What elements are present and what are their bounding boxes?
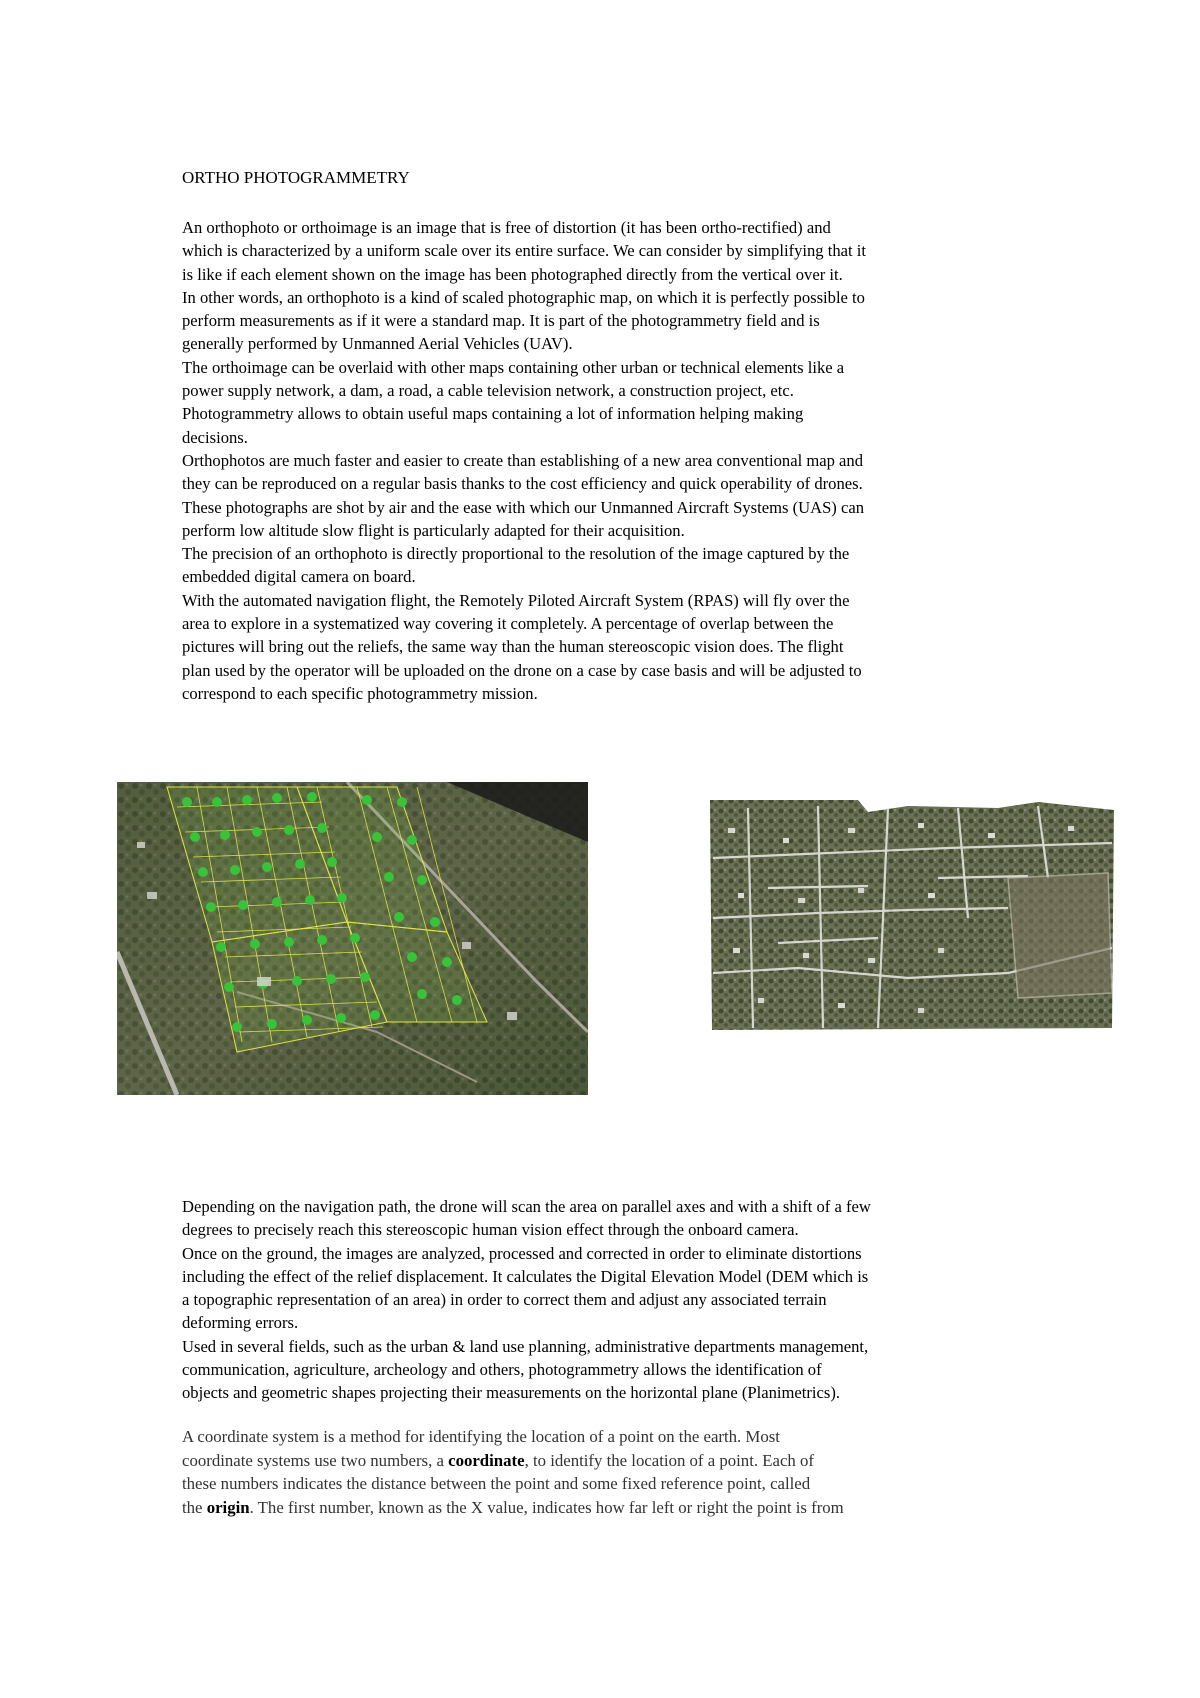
text-line: Depending on the navigation path, the drone will scan the area on parallel axes and with a shift of a few: [182, 1197, 871, 1216]
text-line: In other words, an orthophoto is a kind of scaled photographic map, on which it is perfectly possible to: [182, 287, 865, 307]
text-line: generally performed by Unmanned Aerial Vehicles (UAV).: [182, 334, 573, 354]
text-line: pictures will bring out the reliefs, the same way than the human stereoscopic vision does. The flight: [182, 637, 844, 657]
text-line: These photographs are shot by air and the ease with which our Unmanned Aircraft Systems (UAS) can: [182, 497, 865, 517]
text-line: The orthoimage can be overlaid with other maps containing other urban or technical elements like a: [182, 357, 845, 377]
text-line: including the effect of the relief displacement. It calculates the Digital Elevation Model (DEM which is: [182, 1266, 869, 1286]
origin-term: origin: [206, 1497, 250, 1517]
text-line: perform low altitude slow flight is particularly adapted for their acquisition.: [182, 520, 685, 540]
text-line: Orthophotos are much faster and easier to create than establishing of a new area conventional map and: [182, 450, 864, 470]
text-line: Photogrammetry allows to obtain useful maps containing a lot of information helping making: [182, 404, 804, 424]
coordinate-term: coordinate: [448, 1450, 525, 1470]
text-line: With the automated navigation flight, the Remotely Piloted Aircraft System (RPAS) will fly over the: [182, 590, 850, 610]
coordinate-system-paragraph: [182, 1425, 1032, 1519]
page-title: ORTHO PHOTOGRAMMETRY: [182, 168, 410, 187]
orthophoto-mosaic-image: [708, 798, 1116, 1031]
text-line: Once on the ground, the images are analyzed, processed and corrected in order to eliminate distortions: [182, 1243, 862, 1263]
text-line: degrees to precisely reach this stereoscopic human vision effect through the onboard camera.: [182, 1220, 799, 1240]
text-line: coordinate systems use two numbers, a coordinate, to identify the location of a point. Each of: [182, 1450, 814, 1470]
text-line: correspond to each specific photogrammetry mission.: [182, 683, 538, 703]
text-line: A coordinate system is a method for identifying the location of a point on the earth. Most: [182, 1427, 780, 1446]
text-line: the origin. The first number, known as the X value, indicates how far left or right the point is from: [182, 1497, 844, 1517]
text-line: which is characterized by a uniform scale over its entire surface. We can consider by simplifying that it: [182, 241, 866, 261]
text-line: An orthophoto or orthoimage is an image that is free of distortion (it has been ortho-rectified) and: [182, 218, 831, 237]
text-line: deforming errors.: [182, 1313, 299, 1333]
text-line: area to explore in a systematized way covering it completely. A percentage of overlap between the: [182, 614, 834, 634]
text-line: power supply network, a dam, a road, a cable television network, a construction project, etc.: [182, 381, 794, 401]
flight-plan-aerial-image: [117, 782, 588, 1095]
text-line: these numbers indicates the distance between the point and some fixed reference point, called: [182, 1474, 811, 1494]
intro-paragraph: [182, 216, 1032, 705]
text-line: objects and geometric shapes projecting their measurements on the horizontal plane (Planimetrics).: [182, 1383, 841, 1403]
text-line: Used in several fields, such as the urban & land use planning, administrative departments management,: [182, 1336, 869, 1356]
processing-paragraph: [182, 1195, 1032, 1405]
text-line: communication, agriculture, archeology and others, photogrammetry allows the identification of: [182, 1360, 822, 1380]
text-line: embedded digital camera on board.: [182, 567, 416, 587]
text-line: decisions.: [182, 427, 248, 447]
text-line: perform measurements as if it were a standard map. It is part of the photogrammetry field and is: [182, 311, 820, 331]
text-line: plan used by the operator will be uploaded on the drone on a case by case basis and will be adjusted to: [182, 660, 862, 680]
text-line: they can be reproduced on a regular basis thanks to the cost efficiency and quick operability of drones.: [182, 474, 863, 494]
text-line: is like if each element shown on the image has been photographed directly from the vertical over it.: [182, 264, 843, 284]
text-line: The precision of an orthophoto is directly proportional to the resolution of the image captured by the: [182, 544, 850, 564]
text-line: a topographic representation of an area) in order to correct them and adjust any associated terrain: [182, 1290, 827, 1310]
